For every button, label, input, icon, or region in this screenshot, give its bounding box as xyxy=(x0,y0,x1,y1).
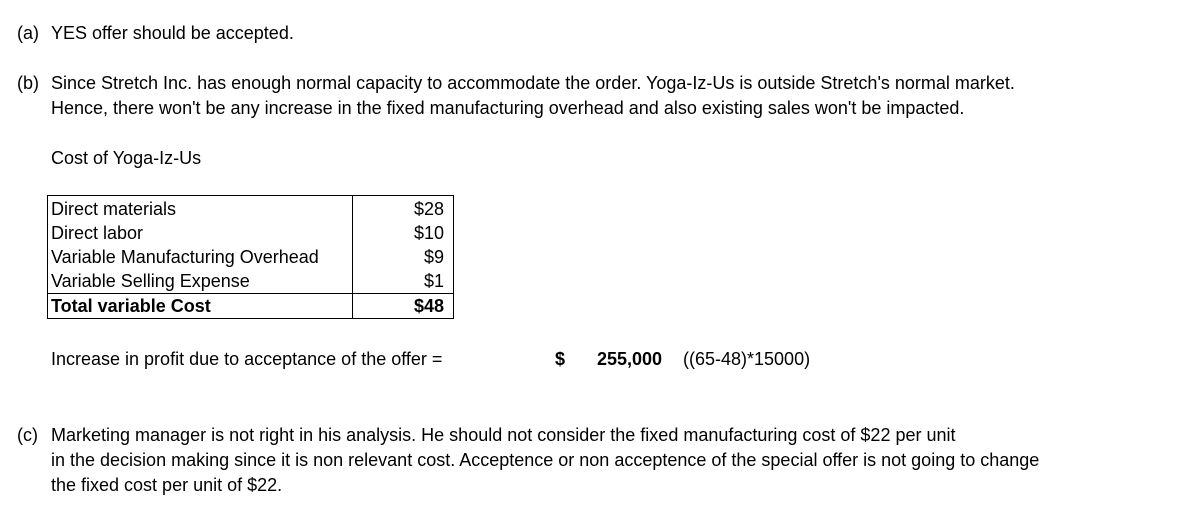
table-row xyxy=(48,196,454,222)
cost-value: $1 xyxy=(353,269,454,294)
total-label: Total variable Cost xyxy=(48,294,353,319)
table-row xyxy=(48,221,454,245)
table-row xyxy=(48,269,454,294)
table-row xyxy=(48,245,454,269)
profit-label: Increase in profit due to acceptance of the offer = xyxy=(51,349,443,369)
part-a-marker: (a) xyxy=(17,23,39,43)
part-c-marker: (c) xyxy=(17,425,38,445)
part-b-text-1: Since Stretch Inc. has enough normal capacity to accommodate the order. Yoga-Iz-Us is outside Stretch's normal market. xyxy=(51,73,1015,93)
cost-label: Direct materials xyxy=(48,196,353,222)
cost-heading: Cost of Yoga-Iz-Us xyxy=(51,148,202,168)
total-row xyxy=(48,294,454,319)
cost-value: $28 xyxy=(353,196,454,222)
cost-label: Variable Selling Expense xyxy=(48,269,353,294)
cost-value: $10 xyxy=(353,221,454,245)
profit-formula: ((65-48)*15000) xyxy=(683,349,811,369)
cost-label: Variable Manufacturing Overhead xyxy=(48,245,353,269)
cost-value: $9 xyxy=(353,245,454,269)
cost-table xyxy=(47,195,454,319)
part-c-text-1: Marketing manager is not right in his analysis. He should not consider the fixed manufacturing cost of $22 per unit xyxy=(51,425,956,445)
part-c-text-3: the fixed cost per unit of $22. xyxy=(51,475,283,495)
part-b-marker: (b) xyxy=(17,73,39,93)
profit-amount: 255,000 xyxy=(597,349,663,369)
part-a-text: YES offer should be accepted. xyxy=(51,23,294,43)
part-c-text-2: in the decision making since it is non relevant cost. Acceptence or non acceptence of the special offer is not going to change xyxy=(51,450,1040,470)
total-value: $48 xyxy=(353,294,454,319)
profit-currency: $ xyxy=(555,349,566,369)
cost-label: Direct labor xyxy=(48,221,353,245)
part-b-text-2: Hence, there won't be any increase in the fixed manufacturing overhead and also existing sales won't be impacted. xyxy=(51,98,965,118)
